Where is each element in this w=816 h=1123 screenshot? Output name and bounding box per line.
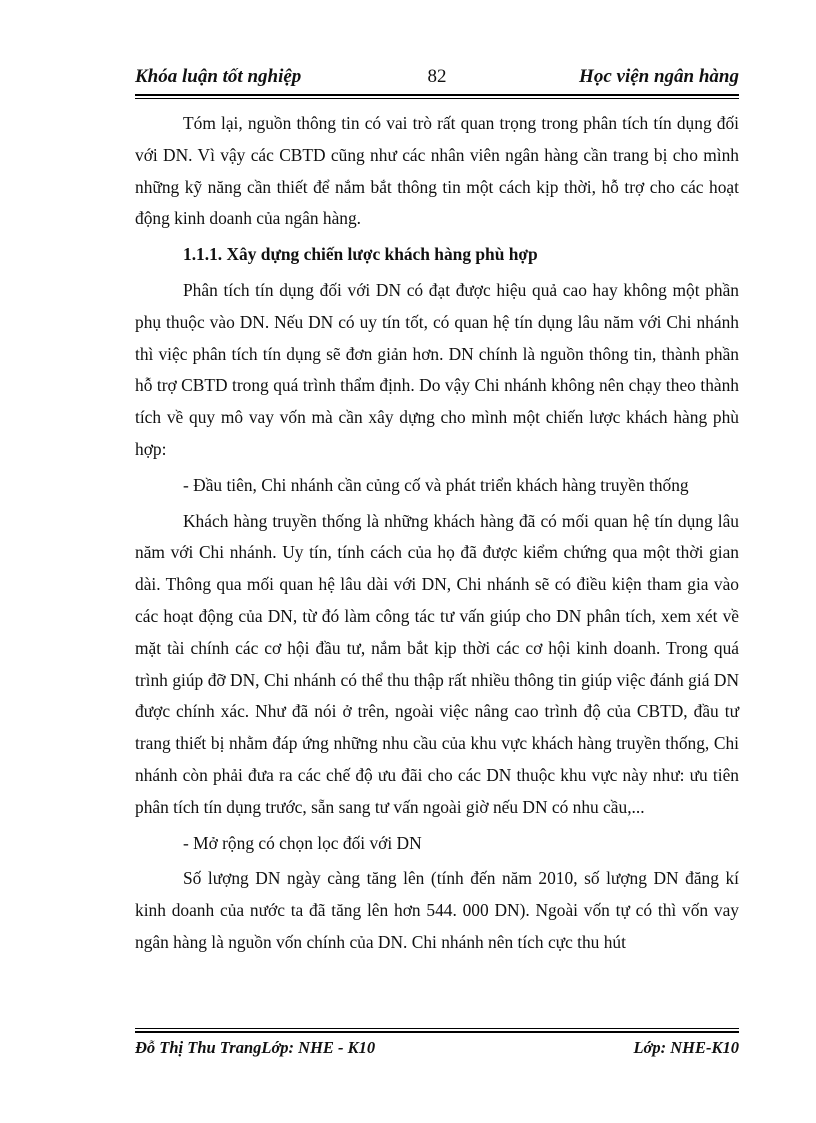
- footer-class: Lớp: NHE-K10: [633, 1038, 739, 1057]
- footer-rule-thick: [135, 1031, 739, 1033]
- header-institution: Học viện ngân hàng: [579, 66, 739, 87]
- footer-rule-thin: [135, 1028, 739, 1029]
- paragraph-traditional-customers: Khách hàng truyền thống là những khách hàng đã có mối quan hệ tín dụng lâu năm với Chi nhánh. Uy tín, tính cách của họ đã được kiểm chứng qua một thời gian dài. Thông qua mối quan hệ lâu dài với DN, Chi nhánh sẽ có điều kiện tham gia vào các hoạt động của DN, từ đó làm công tác tư vấn giúp cho DN phân tích, xem xét về mặt tài chính các cơ hội đầu tư, nắm bắt kịp thời các cơ hội kinh doanh. Trong quá trình giúp đỡ DN, Chi nhánh có thể thu thập rất nhiều thông tin giúp việc đánh giá DN được chính xác. Như đã nói ở trên, ngoài việc nâng cao trình độ của CBTD, đầu tư trang thiết bị nhằm đáp ứng những nhu cầu của khu vực khách hàng truyền thống, Chi nhánh còn phải đưa ra các chế độ ưu đãi cho các DN thuộc khu vực này như: ưu tiên phân tích tín dụng trước, sẵn sang tư vấn ngoài giờ nếu DN có nhu cầu,...: [135, 510, 739, 817]
- footer-author: Đỗ Thị Thu TrangLớp: NHE - K10: [135, 1038, 376, 1057]
- bullet-traditional-customers: - Đầu tiên, Chi nhánh cần củng cố và phát triển khách hàng truyền thống: [183, 474, 689, 495]
- section-heading: 1.1.1. Xây dựng chiến lược khách hàng phù hợp: [183, 244, 538, 265]
- paragraph-enterprise-growth: Số lượng DN ngày càng tăng lên (tính đến năm 2010, số lượng DN đăng kí kinh doanh của nước ta đã tăng lên hơn 544. 000 DN). Ngoài vốn tự có thì vốn vay ngân hàng là nguồn vốn chính của DN. Chi nhánh nên tích cực thu hút: [135, 868, 739, 952]
- header-rule-thin: [135, 98, 739, 99]
- bullet-selective-expansion: - Mở rộng có chọn lọc đối với DN: [183, 832, 422, 853]
- page-footer: [135, 1034, 739, 1062]
- page-number: 82: [427, 66, 447, 87]
- paragraph-summary: Tóm lại, nguồn thông tin có vai trò rất quan trọng trong phân tích tín dụng đối với DN. Vì vậy các CBTD cũng như các nhân viên ngân hàng cần trang bị cho mình những kỹ năng cần thiết để nắm bắt thông tin một cách kịp thời, hỗ trợ cho các hoạt động kinh doanh của ngân hàng.: [135, 113, 739, 229]
- page-header: [135, 62, 739, 94]
- header-thesis-title: Khóa luận tốt nghiệp: [135, 66, 302, 87]
- header-rule-thick: [135, 94, 739, 96]
- page-body: [135, 108, 739, 959]
- paragraph-strategy: Phân tích tín dụng đối với DN có đạt được hiệu quả cao hay không một phần phụ thuộc vào DN. Nếu DN có uy tín tốt, có quan hệ tín dụng lâu năm với Chi nhánh thì việc phân tích tín dụng sẽ đơn giản hơn. DN chính là nguồn thông tin, thành phần hỗ trợ CBTD trong quá trình thẩm định. Do vậy Chi nhánh không nên chạy theo thành tích về quy mô vay vốn mà cần xây dựng cho mình một chiến lược khách hàng phù hợp:: [135, 279, 739, 459]
